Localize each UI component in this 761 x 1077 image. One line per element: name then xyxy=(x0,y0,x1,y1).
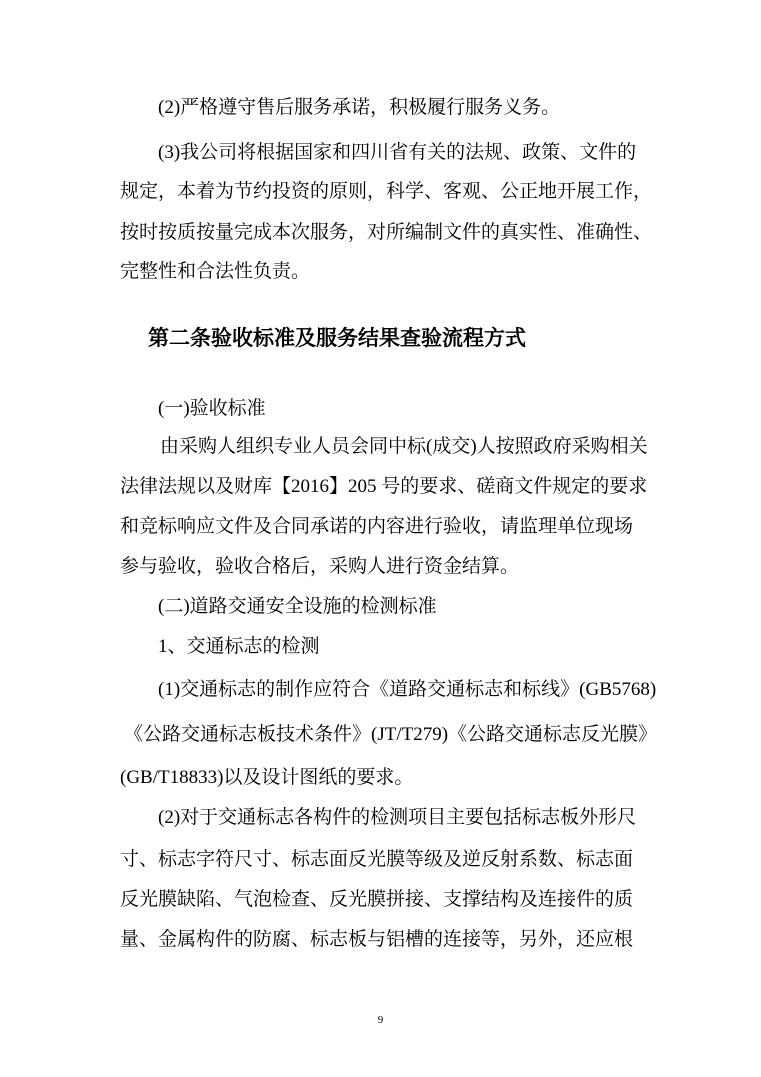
page-number: 9 xyxy=(377,1014,384,1026)
paragraph-line: (GB/T18833)以及设计图纸的要求。 xyxy=(120,767,414,788)
paragraph-line: 规定，本着为节约投资的原则，科学、客观、公正地开展工作， xyxy=(120,181,653,202)
paragraph-line: 按时按质按量完成本次服务，对所编制文件的真实性、准确性、 xyxy=(120,222,653,243)
paragraph-line: 法律法规以及财库【2016】205 号的要求、磋商文件规定的要求 xyxy=(120,476,648,497)
paragraph-line: 完整性和合法性负责。 xyxy=(120,261,311,282)
paragraph-line: 《公路交通标志板技术条件》(JT/T279)《公路交通标志反光膜》 xyxy=(124,724,658,745)
paragraph-line: (1)交通标志的制作应符合《道路交通标志和标线》(GB5768) xyxy=(158,679,657,700)
paragraph-line: 反光膜缺陷、气泡检查、反光膜拼接、支撑结构及连接件的质 xyxy=(120,889,634,910)
paragraph-line: 由采购人组织专业人员会同中标(成交)人按照政府采购相关 xyxy=(160,436,648,457)
subsection-heading: (二)道路交通安全设施的检测标准 xyxy=(158,596,437,617)
paragraph-line: (2)对于交通标志各构件的检测项目主要包括标志板外形尺 xyxy=(158,807,637,828)
paragraph-line: 和竞标响应文件及合同承诺的内容进行验收，请监理单位现场 xyxy=(120,516,634,537)
paragraph-line: 参与验收，验收合格后，采购人进行资金结算。 xyxy=(120,556,520,577)
paragraph-line: (2)严格遵守售后服务承诺，积极履行服务义务。 xyxy=(158,97,561,118)
item-heading: 1、交通标志的检测 xyxy=(158,636,320,657)
paragraph-line: (3)我公司将根据国家和四川省有关的法规、政策、文件的 xyxy=(158,142,637,163)
section-heading: 第二条验收标准及服务结果查验流程方式 xyxy=(148,326,526,350)
paragraph-line: 寸、标志字符尺寸、标志面反光膜等级及逆反射系数、标志面 xyxy=(120,849,634,870)
subsection-heading: (一)验收标准 xyxy=(158,398,266,419)
paragraph-line: 量、金属构件的防腐、标志板与铝槽的连接等，另外，还应根 xyxy=(120,929,634,950)
